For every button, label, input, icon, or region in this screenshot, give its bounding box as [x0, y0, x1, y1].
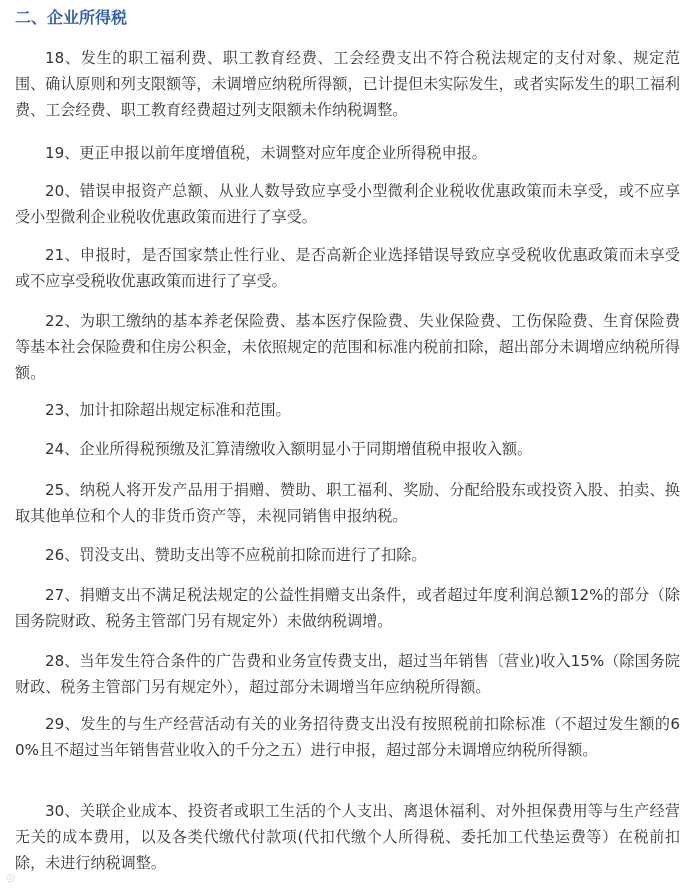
item-separator: 、	[64, 49, 81, 67]
item-separator: 、	[64, 246, 80, 264]
item-separator: 、	[64, 440, 80, 458]
item-separator: 、	[64, 546, 80, 564]
item-text: 错误申报资产总额、从业人数导致应享受小型微利企业税收优惠政策而未享受，或不应享受小型微利企业税收优惠政策而进行了享受。	[15, 182, 680, 226]
item-19	[15, 140, 680, 166]
item-number: 23	[45, 401, 65, 419]
item-text: 申报时，是否国家禁止性行业、是否高新企业选择错误导致应享受税收优惠政策而未享受或不应享受税收优惠政策而进行了享受。	[15, 246, 680, 290]
item-text: 发生的职工福利费、职工教育经费、工会经费支出不符合税法规定的支付对象、规定范围、确认原则和列支限额等，未调增应纳税所得额，已计提但未实际发生，或者实际发生的职工福利费、工会经费、职工教育经费超过列支限额未作纳税调整。	[15, 49, 680, 119]
item-25	[15, 477, 680, 529]
item-text: 为职工缴纳的基本养老保险费、基本医疗保险费、失业保险费、工伤保险费、生育保险费等基本社会保险费和住房公积金，未依照规定的范围和标准内税前扣除，超出部分未调增应纳税所得额。	[15, 312, 680, 382]
item-text: 纳税人将开发产品用于捐赠、赞助、职工福利、奖励、分配给股东或投资入股、拍卖、换取其他单位和个人的非货币资产等，未视同销售申报纳税。	[15, 481, 680, 525]
item-number: 19	[45, 144, 65, 162]
item-separator: 、	[64, 586, 80, 604]
item-text: 更正申报以前年度增值税，未调整对应年度企业所得税申报。	[79, 144, 487, 162]
item-text: 企业所得税预缴及汇算清缴收入额明显小于同期增值税申报收入额。	[79, 440, 533, 458]
item-separator: 、	[64, 401, 80, 419]
item-number: 24	[45, 440, 65, 458]
item-number: 22	[45, 312, 65, 330]
item-number: 26	[45, 546, 65, 564]
item-number: 30	[45, 802, 65, 820]
item-20	[15, 178, 680, 230]
item-30	[15, 798, 680, 876]
item-24	[15, 436, 680, 462]
item-23	[15, 397, 680, 423]
item-22	[15, 308, 680, 386]
item-number: 18	[45, 49, 65, 67]
item-26	[15, 542, 680, 568]
item-number: 20	[45, 182, 65, 200]
item-text: 加计扣除超出规定标准和范围。	[79, 401, 291, 419]
item-number: 28	[45, 652, 65, 670]
item-separator: 、	[64, 481, 80, 499]
item-number: 21	[45, 246, 65, 264]
item-separator: 、	[64, 312, 80, 330]
watermark-logo: ◎	[6, 871, 16, 884]
item-separator: 、	[64, 802, 80, 820]
item-text: 关联企业成本、投资者或职工生活的个人支出、离退休福利、对外担保费用等与生产经营无关的成本费用，以及各类代缴代付款项(代扣代缴个人所得税、委托加工代垫运费等）在税前扣除，未进行纳税调整。	[15, 802, 680, 872]
item-number: 25	[45, 481, 65, 499]
item-21	[15, 242, 680, 294]
item-number: 27	[45, 586, 65, 604]
item-text: 发生的与生产经营活动有关的业务招待费支出没有按照税前扣除标准（不超过发生额的60%且不超过当年销售营业收入的千分之五）进行申报，超过部分未调增应纳税所得额。	[15, 715, 680, 759]
section-heading: 二、企业所得税	[15, 8, 128, 27]
item-27	[15, 582, 680, 634]
item-separator: 、	[64, 715, 81, 733]
item-separator: 、	[64, 182, 80, 200]
item-text: 捐赠支出不满足税法规定的公益性捐赠支出条件，或者超过年度利润总额12%的部分（除国务院财政、税务主管部门另有规定外）未做纳税调增。	[15, 586, 680, 630]
item-28	[15, 648, 680, 700]
item-text: 当年发生符合条件的广告费和业务宣传费支出，超过当年销售〔营业)收入15%（除国务院财政、税务主管部门另有规定外），超过部分未调增当年应纳税所得额。	[15, 652, 680, 696]
item-18	[15, 45, 680, 123]
article	[15, 0, 680, 872]
item-separator: 、	[64, 144, 80, 162]
item-number: 29	[45, 715, 65, 733]
item-separator: 、	[64, 652, 80, 670]
item-text: 罚没支出、赞助支出等不应税前扣除而进行了扣除。	[79, 546, 427, 564]
item-29	[15, 711, 680, 763]
